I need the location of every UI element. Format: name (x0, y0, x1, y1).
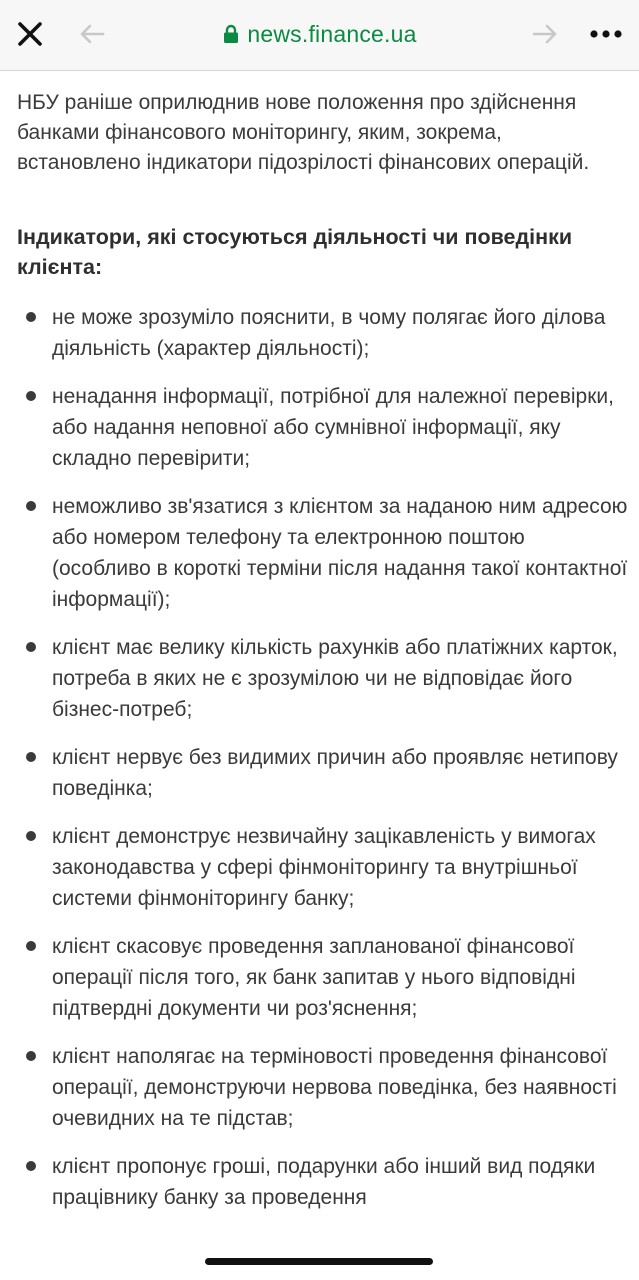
bullet-icon (26, 312, 36, 322)
more-horizontal-icon (589, 29, 623, 39)
list-item (0, 491, 639, 615)
list-item (0, 1041, 639, 1134)
bullet-icon (26, 501, 36, 511)
list-item-text: неможливо зв'язатися з клієнтом за наданою ним адресою або номером телефону та електронною поштою (особливо в короткі терміни після надання такої контактної інформації); (52, 495, 628, 611)
bullet-icon (26, 1051, 36, 1061)
home-indicator[interactable] (205, 1258, 433, 1265)
article-content[interactable] (0, 70, 639, 1280)
list-item-text: клієнт демонструє незвичайну зацікавленість у вимогах законодавства у сфері фінмоніторингу та внутрішньої системи фінмоніторингу банку; (52, 825, 596, 910)
bullet-icon (26, 391, 36, 401)
list-item (0, 1151, 639, 1213)
list-item-text: клієнт пропонує гроші, подарунки або інший вид подяки працівнику банку за проведення (52, 1155, 596, 1209)
close-button[interactable] (10, 14, 50, 54)
list-item-text: клієнт скасовує проведення запланованої фінансової операції після того, як банк запитав у нього відповідні підтвердні документи чи роз'яснення; (52, 935, 576, 1020)
bullet-icon (26, 831, 36, 841)
bullet-icon (26, 1161, 36, 1171)
bullet-icon (26, 642, 36, 652)
browser-toolbar (0, 0, 639, 71)
list-item-text: не може зрозуміло пояснити, в чому полягає його ділова діяльність (характер діяльності); (52, 306, 606, 360)
arrow-right-icon (532, 23, 558, 45)
bullet-icon (26, 752, 36, 762)
article-intro: НБУ раніше оприлюднив нове положення про здійснення банками фінансового моніторингу, яким, зокрема, встановлено індикатори підозрілості фінансових операцій. (17, 91, 590, 174)
list-item (0, 381, 639, 474)
list-item (0, 632, 639, 725)
list-item (0, 821, 639, 914)
list-item-text: клієнт має велику кількість рахунків або платіжних карток, потреба в яких не є зрозумілою чи не відповідає його бізнес-потреб; (52, 636, 618, 721)
list-item (0, 302, 639, 364)
arrow-left-icon (79, 23, 105, 45)
list-item-text: клієнт нервує без видимих причин або проявляє нетипову поведінка; (52, 746, 618, 800)
more-options-button[interactable] (586, 14, 626, 54)
list-item (0, 931, 639, 1024)
bullet-icon (26, 941, 36, 951)
indicators-heading: Індикатори, які стосуються діяльності чи поведінки клієнта: (17, 225, 573, 279)
lock-icon (223, 24, 239, 44)
url-text: news.finance.ua (247, 20, 417, 47)
forward-button[interactable] (525, 14, 565, 54)
address-bar[interactable] (200, 16, 440, 52)
close-icon (17, 21, 43, 47)
list-item-text: ненадання інформації, потрібної для належної перевірки, або надання неповної або сумнівної інформації, яку складно перевірити; (52, 385, 614, 470)
back-button[interactable] (72, 14, 112, 54)
indicators-list (0, 302, 639, 1230)
list-item (0, 742, 639, 804)
list-item-text: клієнт наполягає на терміновості проведення фінансової операції, демонструючи нервова поведінка, без наявності очевидних на те підстав; (52, 1045, 617, 1130)
